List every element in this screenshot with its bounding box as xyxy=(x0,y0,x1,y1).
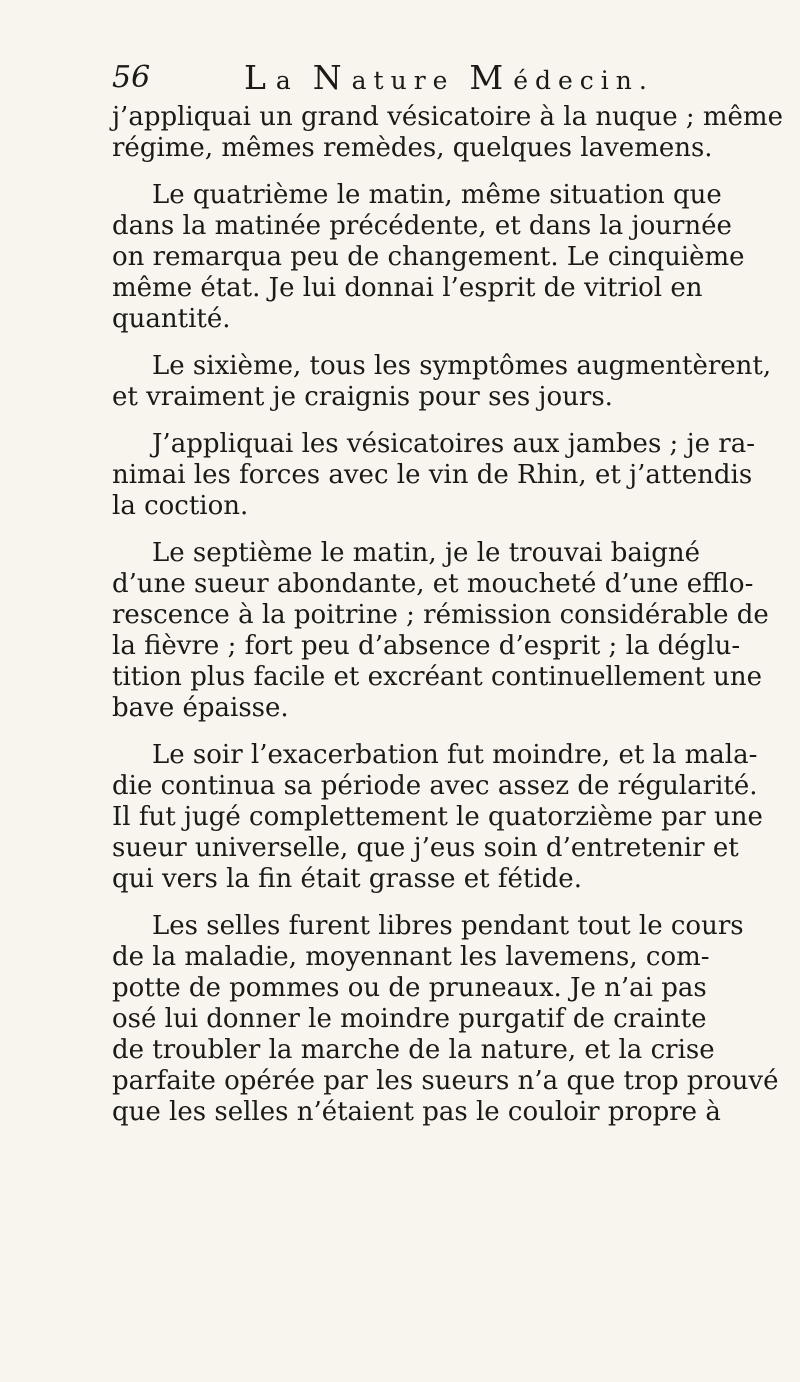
text-line: la fièvre ; fort peu d’absence d’esprit ; la déglu- xyxy=(112,631,741,661)
text-line: de la maladie, moyennant les lavemens, com- xyxy=(112,942,710,972)
running-title-part: édecin. xyxy=(513,66,654,95)
text-line: Le quatrième le matin, même situation que xyxy=(152,180,722,210)
running-title-part: a xyxy=(275,66,313,95)
running-title xyxy=(244,58,654,97)
text-line: sueur universelle, que j’eus soin d’entretenir et xyxy=(112,833,739,863)
paragraph xyxy=(112,740,763,895)
running-title-initial: N xyxy=(312,58,352,97)
paragraph-gap xyxy=(112,724,700,740)
text-line: Il fut jugé complettement le quatorzième par une xyxy=(112,802,763,832)
text-line: bave épaisse. xyxy=(112,693,289,723)
text-line: que les selles n’étaient pas le couloir propre à xyxy=(112,1097,721,1127)
paragraph xyxy=(112,911,779,1128)
page-header xyxy=(112,60,732,104)
paragraph xyxy=(112,180,745,335)
running-title-part: ature xyxy=(351,66,470,95)
text-line: J’appliquai les vésicatoires aux jambes ; je ra- xyxy=(152,429,756,459)
paragraph-gap xyxy=(112,413,700,429)
paragraph-gap xyxy=(112,522,700,538)
text-line: potte de pommes ou de pruneaux. Je n’ai pas xyxy=(112,973,707,1003)
text-line: tition plus facile et excréant continuellement une xyxy=(112,662,762,692)
page-number: 56 xyxy=(112,60,151,95)
text-line: j’appliquai un grand vésicatoire à la nuque ; même xyxy=(112,102,783,132)
text-line: rescence à la poitrine ; rémission considérable de xyxy=(112,600,769,630)
paragraph-gap xyxy=(112,164,700,180)
text-line: Les selles furent libres pendant tout le cours xyxy=(152,911,744,941)
text-line: même état. Je lui donnai l’esprit de vitriol en xyxy=(112,273,703,303)
text-line: quantité. xyxy=(112,304,231,334)
text-line: dans la matinée précédente, et dans la journée xyxy=(112,211,732,241)
text-line: Le soir l’exacerbation fut moindre, et la mala- xyxy=(152,740,758,770)
paragraph xyxy=(112,351,772,413)
paragraph-gap xyxy=(112,895,700,911)
text-line: et vraiment je craignis pour ses jours. xyxy=(112,382,613,412)
text-line: de troubler la marche de la nature, et la crise xyxy=(112,1035,715,1065)
text-line: die continua sa période avec assez de régularité. xyxy=(112,771,758,801)
running-title-initial: M xyxy=(469,58,514,97)
text-line: parfaite opérée par les sueurs n’a que trop prouvé xyxy=(112,1066,779,1096)
paragraph xyxy=(112,538,769,724)
body-text xyxy=(112,102,783,1128)
running-title-initial: L xyxy=(244,58,276,97)
paragraph xyxy=(112,102,783,164)
text-line: Le septième le matin, je le trouvai baigné xyxy=(152,538,700,568)
text-line: régime, mêmes remèdes, quelques lavemens. xyxy=(112,133,713,163)
text-line: nimai les forces avec le vin de Rhin, et j’attendis xyxy=(112,460,753,490)
text-line: qui vers la fin était grasse et fétide. xyxy=(112,864,582,894)
text-line: la coction. xyxy=(112,491,249,521)
paragraph-gap xyxy=(112,335,700,351)
text-line: osé lui donner le moindre purgatif de crainte xyxy=(112,1004,707,1034)
text-line: d’une sueur abondante, et moucheté d’une efflo- xyxy=(112,569,754,599)
paragraph xyxy=(112,429,756,522)
text-line: on remarqua peu de changement. Le cinquième xyxy=(112,242,745,272)
text-line: Le sixième, tous les symptômes augmentèrent, xyxy=(152,351,772,381)
